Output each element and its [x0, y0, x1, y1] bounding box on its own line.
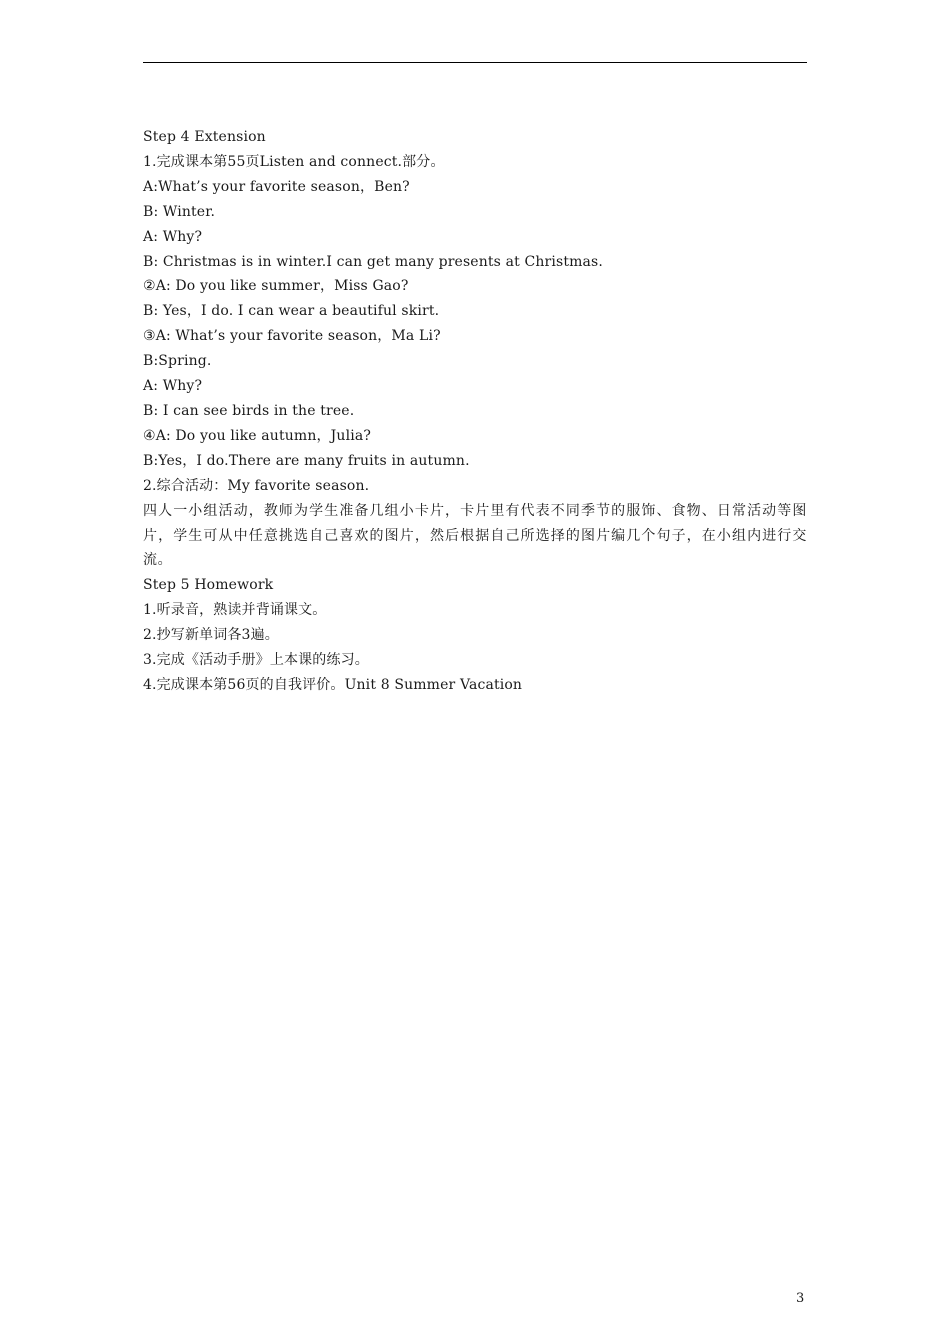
- dialogue-line: B: Winter.: [143, 203, 216, 220]
- dialogue-line: A: Why?: [143, 228, 203, 245]
- homework-item: 1.听录音，熟读并背诵课文。: [143, 602, 327, 619]
- dialogue-line: B: I can see birds in the tree.: [143, 402, 355, 419]
- dialogue-line: ②A: Do you like summer，Miss Gao?: [143, 278, 409, 295]
- activity-paragraph: 四人一小组活动，教师为学生准备几组小卡片，卡片里有代表不同季节的服饰、食物、日常活动等图片，学生可从中任意挑选自己喜欢的图片，然后根据自己所选择的图片编几个句子，在小组内进行交流。: [143, 502, 807, 569]
- step4-heading: Step 4 Extension: [143, 129, 266, 145]
- dialogue-line: B: Christmas is in winter.I can get many presents at Christmas.: [143, 253, 603, 270]
- homework-item: 3.完成《活动手册》上本课的练习。: [143, 652, 369, 669]
- step5-heading: Step 5 Homework: [143, 577, 274, 594]
- document-body: [143, 125, 807, 698]
- dialogue-line: A:What’s your favorite season，Ben?: [143, 178, 410, 195]
- dialogue-line: B: Yes，I do. I can wear a beautiful skirt.: [143, 303, 440, 320]
- dialogue-line: B:Yes，I do.There are many fruits in autumn.: [143, 452, 470, 469]
- homework-item: 4.完成课本第56页的自我评价。Unit 8 Summer Vacation: [143, 676, 523, 693]
- dialogue-line: A: Why?: [143, 378, 203, 395]
- text-line: 2.综合活动：My favorite season.: [143, 477, 370, 494]
- header-rule: [143, 62, 807, 63]
- page-number: 3: [796, 1291, 805, 1306]
- dialogue-line: B:Spring.: [143, 353, 212, 370]
- dialogue-line: ④A: Do you like autumn，Julia?: [143, 427, 371, 444]
- dialogue-line: ③A: What’s your favorite season，Ma Li?: [143, 328, 441, 345]
- homework-item: 2.抄写新单词各3遍。: [143, 627, 279, 644]
- text-line: 1.完成课本第55页Listen and connect.部分。: [143, 153, 445, 170]
